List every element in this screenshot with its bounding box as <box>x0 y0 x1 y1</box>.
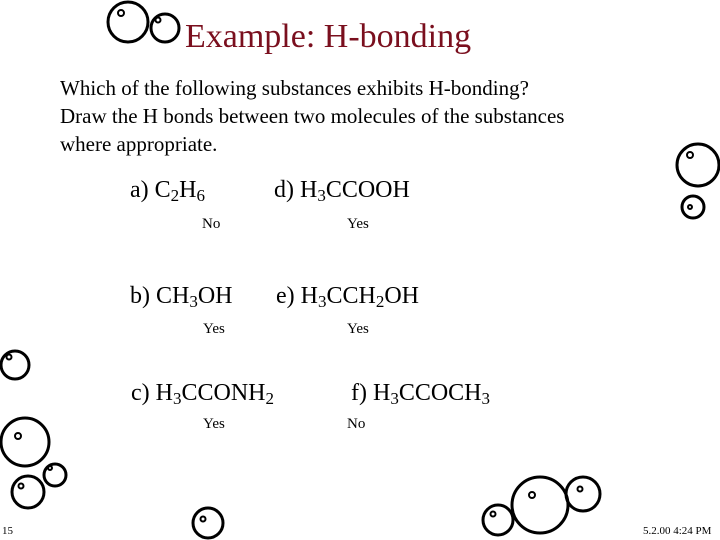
answer-d: Yes <box>347 216 369 232</box>
answer-e: Yes <box>347 321 369 337</box>
answer-c: Yes <box>203 416 225 432</box>
bubble <box>193 508 223 538</box>
formula-c: c) $H_3CCONH_2$ <box>131 380 274 408</box>
bubble <box>483 505 513 535</box>
bubble <box>108 2 148 42</box>
formula-f: f) $H_3CCOCH_3$ <box>351 380 491 408</box>
answer-f: No <box>347 416 366 432</box>
bubble <box>677 144 719 186</box>
bubble <box>12 476 44 508</box>
slide-title: Example: H-bonding <box>185 18 472 55</box>
answer-a: No <box>202 216 221 232</box>
bubble <box>512 477 568 533</box>
timestamp: 5.2.00 4:24 PM <box>643 525 712 537</box>
formula-d: d) $H_3CCOOH$ <box>274 177 410 205</box>
formula-a: a) $C_2H_6$ <box>130 177 205 205</box>
question-text <box>60 74 660 158</box>
answer-b: Yes <box>203 321 225 337</box>
bubble <box>1 351 29 379</box>
question-line: Which of the following substances exhibits H-bonding? <box>60 76 529 100</box>
question-line: Draw the H bonds between two molecules of the substances <box>60 104 565 128</box>
slide-number: 15 <box>2 525 13 537</box>
question-line: where appropriate. <box>60 132 218 156</box>
formula-b: b) $CH_3OH$ <box>130 283 233 311</box>
formula-e: e) $H_3CCH_2OH$ <box>276 283 420 311</box>
bubble <box>1 418 49 466</box>
bubble <box>566 477 600 511</box>
